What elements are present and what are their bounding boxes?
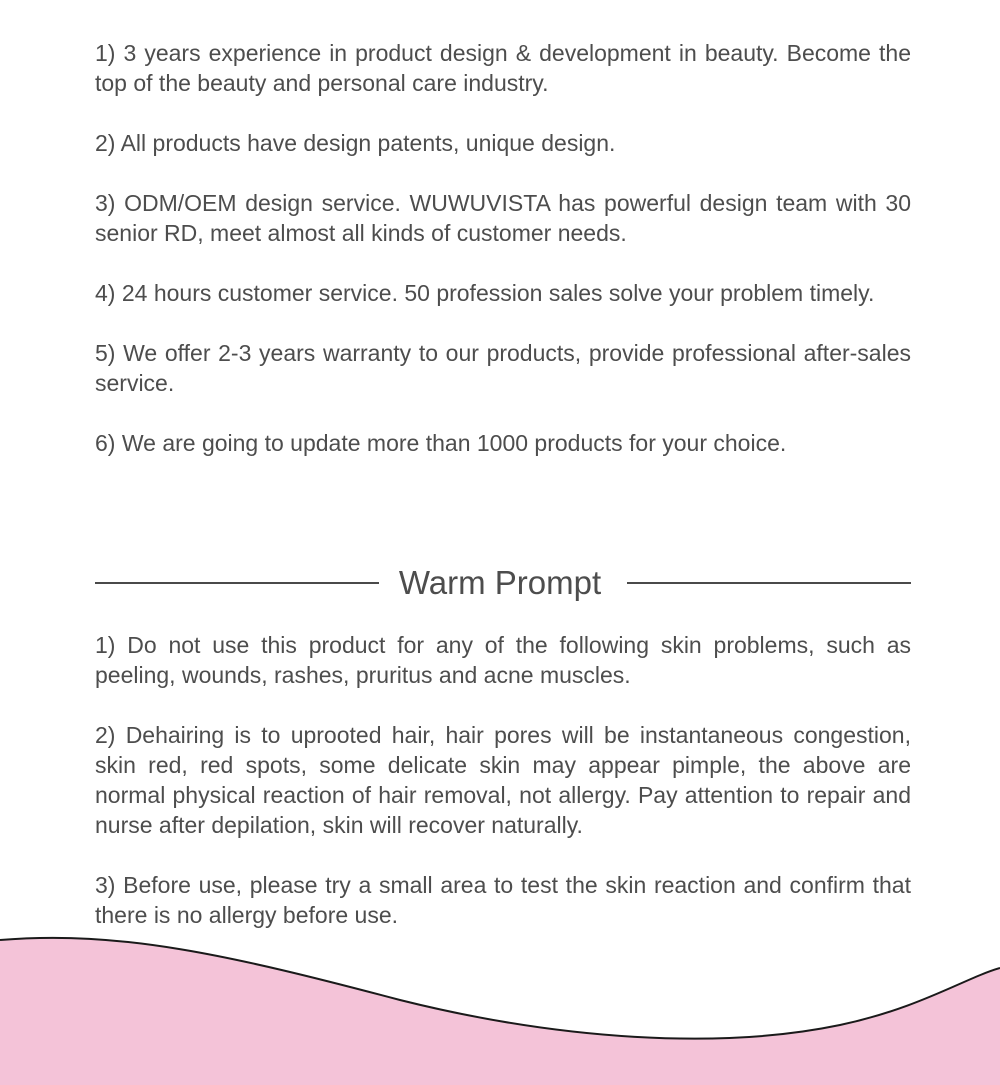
advantages-list (95, 38, 911, 458)
wave-fill (0, 938, 1000, 1085)
right-divider (627, 582, 911, 584)
advantage-item: 2) All products have design patents, unique design. (95, 130, 616, 156)
advantage-item: 4) 24 hours customer service. 50 profession sales solve your problem timely. (95, 280, 875, 306)
warm-prompt-list (95, 630, 911, 930)
warm-prompt-item: 1) Do not use this product for any of the following skin problems, such as peeling, wounds, rashes, pruritus and acne muscles. (95, 632, 911, 688)
advantage-item: 6) We are going to update more than 1000 products for your choice. (95, 430, 787, 456)
warm-prompt-item: 2) Dehairing is to uprooted hair, hair pores will be instantaneous congestion, skin red, red spots, some delicate skin may appear pimple, the above are normal physical reaction of hair removal, not allergy. Pay attention to repair and nurse after depilation, skin will recover naturally. (95, 722, 911, 838)
advantage-item: 3) ODM/OEM design service. WUWUVISTA has powerful design team with 30 senior RD, meet almost all kinds of customer needs. (95, 190, 911, 246)
warm-prompt-item: 3) Before use, please try a small area to test the skin reaction and confirm that there is no allergy before use. (95, 872, 911, 928)
warm-prompt-heading-row (95, 560, 911, 606)
advantage-item: 5) We offer 2-3 years warranty to our products, provide professional after-sales service. (95, 340, 911, 396)
advantage-item: 1) 3 years experience in product design & development in beauty. Become the top of the beauty and personal care industry. (95, 40, 911, 96)
decorative-pink-wave (0, 930, 1000, 1085)
left-divider (95, 582, 379, 584)
warm-prompt-title: Warm Prompt (398, 564, 602, 601)
